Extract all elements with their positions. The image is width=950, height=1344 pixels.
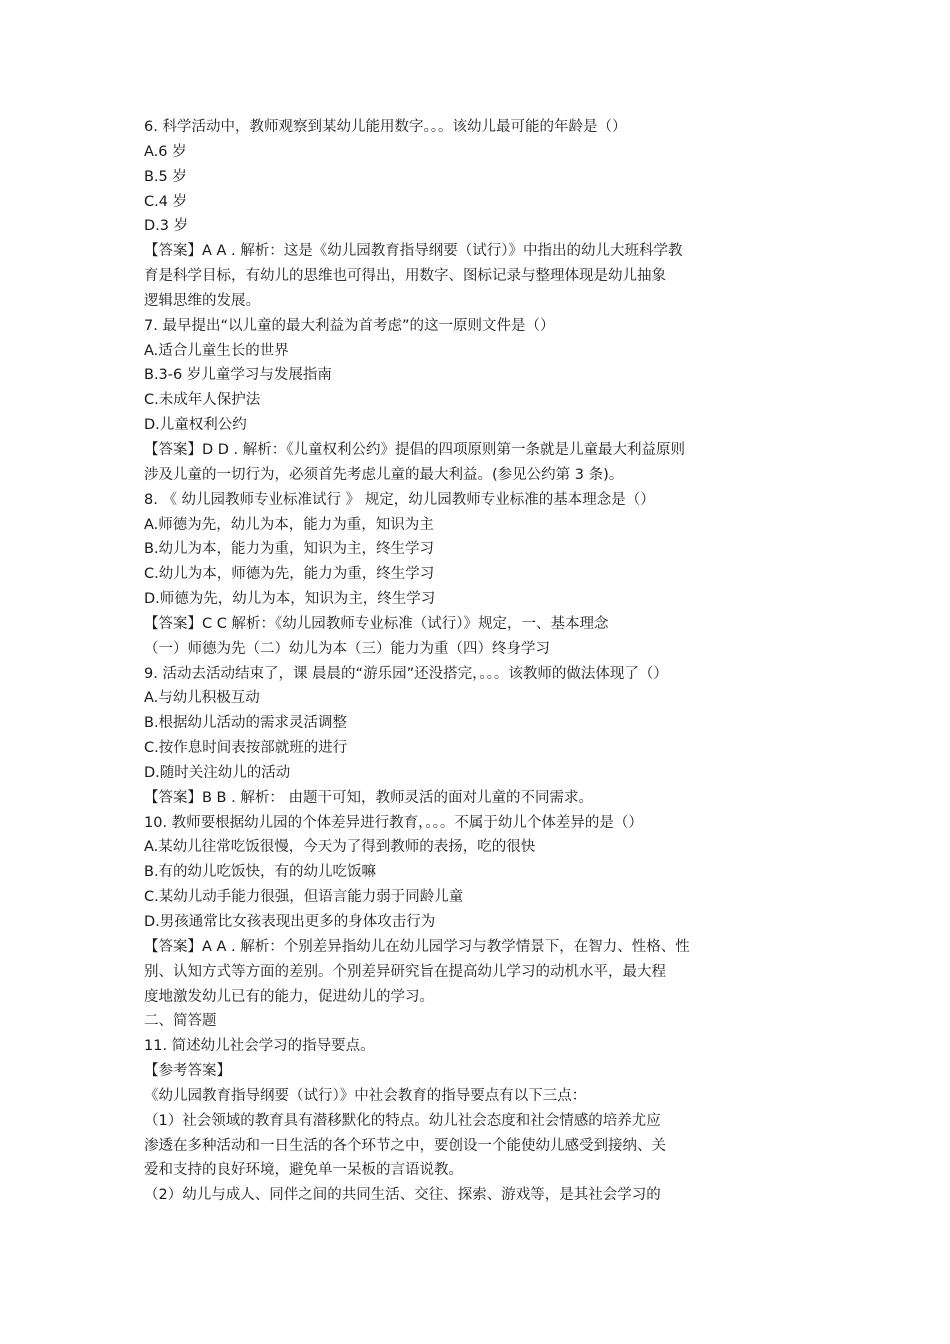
answer-7-cont-1: 涉及儿童的一切行为，必须首先考虑儿童的最大利益。(参见公约第 3 条)。 [144, 466, 624, 483]
answer-10-cont-2: 度地激发幼儿已有的能力，促进幼儿的学习。 [144, 988, 434, 1005]
section-heading: 二、简答题 [144, 1013, 217, 1030]
answer-11-point-1: （1）社会领域的教育具有潜移默化的特点。幼儿社会态度和社会情感的培养尤应 [144, 1112, 661, 1129]
question-6: 6. 科学活动中，教师观察到某幼儿能用数字。。。该幼儿最可能的年龄是（） [144, 119, 627, 135]
answer-6: 【答案】A A . 解析：这是《幼儿园教育指导纲要（试行）》中指出的幼儿大班科学教 [144, 243, 683, 260]
answer-10-cont-1: 别、认知方式等方面的差别。个别差异研究旨在提高幼儿学习的动机水平，最大程 [144, 963, 666, 980]
option-8a: A.师德为先，幼儿为本，能力为重，知识为主 [144, 516, 434, 533]
question-11: 11. 简述幼儿社会学习的指导要点。 [144, 1038, 375, 1055]
answer-11-point-1-cont-2: 爱和支持的良好环境，避免单一呆板的言语说教。 [144, 1162, 463, 1179]
option-6a: A.6 岁 [144, 143, 187, 160]
option-10c: C.某幼儿动手能力很强，但语言能力弱于同龄儿童 [144, 889, 464, 906]
option-8b: B.幼儿为本，能力为重，知识为主，终生学习 [144, 541, 435, 558]
answer-8: 【答案】C C 解析：《幼儿园教师专业标准（试行）》规定，一、基本理念 [144, 615, 609, 632]
option-10d: D.男孩通常比女孩表现出更多的身体攻击行为 [144, 914, 436, 930]
answer-6-cont-2: 逻辑思维的发展。 [144, 292, 260, 309]
question-7: 7. 最早提出“以儿童的最大利益为首考虑”的这一原则文件是（） [144, 317, 555, 334]
answer-10: 【答案】A A . 解析：个别差异指幼儿在幼儿园学习与教学情景下，在智力、性格、性 [144, 938, 690, 955]
option-10b: B.有的幼儿吃饭快，有的幼儿吃饭嘛 [144, 864, 377, 881]
answer-9: 【答案】B B . 解析： 由题干可知，教师灵活的面对儿童的不同需求。 [144, 789, 593, 806]
reference-answer-label: 【参考答案】 [144, 1063, 231, 1080]
answer-6-cont-1: 育是科学目标，有幼儿的思维也可得出，用数字、图标记录与整理体现是幼儿抽象 [144, 268, 666, 285]
option-7d: D.儿童权利公约 [144, 417, 247, 434]
answer-11-intro: 《幼儿园教育指导纲要（试行）》中社会教育的指导要点有以下三点： [144, 1087, 587, 1104]
question-10: 10. 教师要根据幼儿园的个体差异进行教育，。。。不属于幼儿个体差异的是（） [144, 814, 643, 831]
option-6c: C.4 岁 [144, 193, 188, 210]
option-9b: B.根据幼儿活动的需求灵活调整 [144, 715, 348, 732]
option-10a: A.某幼儿往常吃饭很慢，今天为了得到教师的表扬，吃的很快 [144, 839, 536, 856]
answer-11-point-2: （2）幼儿与成人、同伴之间的共同生活、交往、探索、游戏等，是其社会学习的 [144, 1187, 661, 1204]
answer-11-point-1-cont-1: 渗透在多种活动和一日生活的各个环节之中，要创设一个能使幼儿感受到接纳、关 [144, 1137, 666, 1154]
option-9c: C.按作息时间表按部就班的进行 [144, 740, 348, 757]
document-body [144, 115, 794, 1208]
option-9a: A.与幼儿积极互动 [144, 690, 260, 707]
option-7b: B.3-6 岁儿童学习与发展指南 [144, 367, 332, 384]
option-8d: D.师德为先，幼儿为本，知识为主，终生学习 [144, 591, 436, 608]
option-6d: D.3 岁 [144, 218, 189, 235]
option-7c: C.未成年人保护法 [144, 392, 261, 409]
answer-7: 【答案】D D . 解析：《儿童权利公约》提倡的四项原则第一条就是儿童最大利益原则 [144, 441, 686, 458]
option-6b: B.5 岁 [144, 168, 187, 185]
answer-8-cont-1: （一）师德为先（二）幼儿为本（三）能力为重（四）终身学习 [144, 640, 550, 657]
option-9d: D.随时关注幼儿的活动 [144, 764, 291, 781]
question-8: 8. 《 幼儿园教师专业标准试行 》 规定，幼儿园教师专业标准的基本理念是（） [144, 491, 655, 508]
option-8c: C.幼儿为本，师德为先，能力为重，终生学习 [144, 566, 435, 583]
question-9: 9. 活动去活动结束了，课 晨晨的“游乐园”还没搭完，。。。该教师的做法体现了（） [144, 665, 668, 682]
option-7a: A.适合儿童生长的世界 [144, 342, 289, 359]
